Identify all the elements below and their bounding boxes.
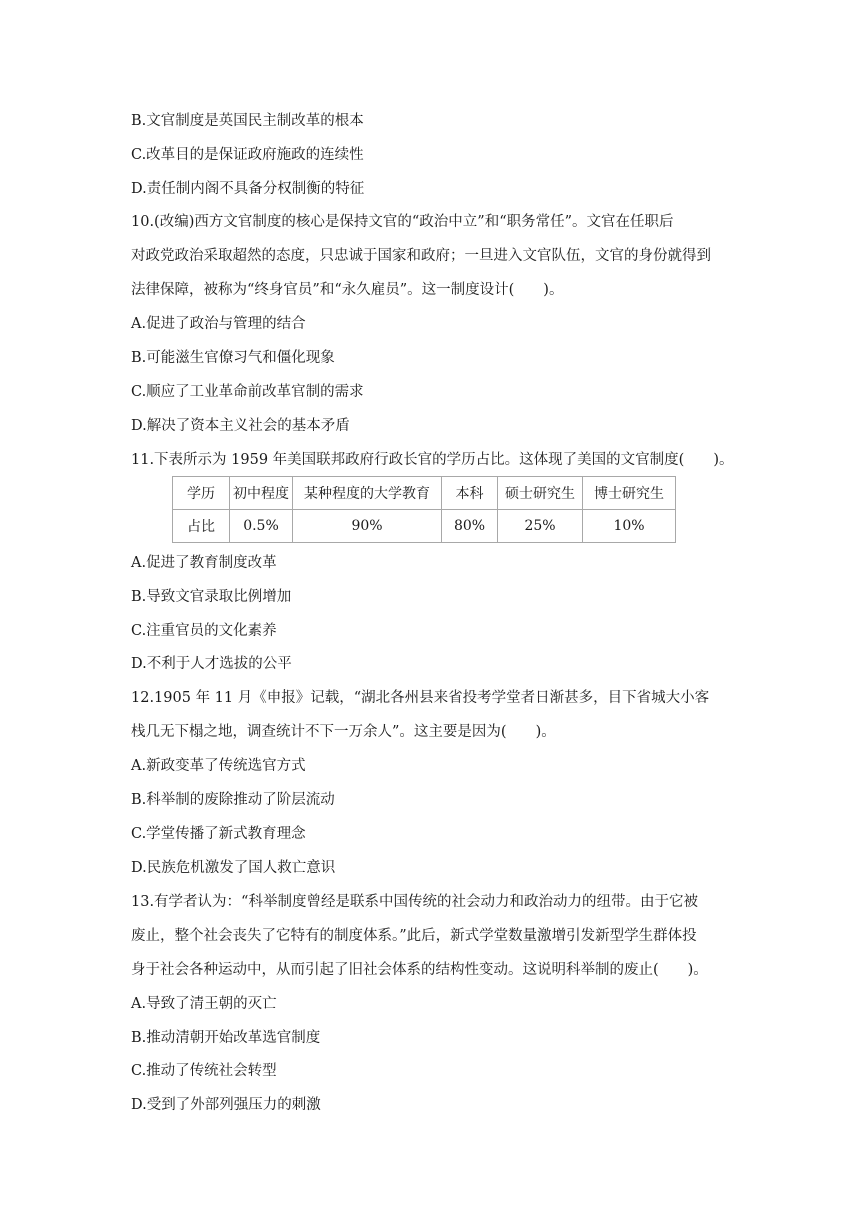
q11-option-a: A.促进了教育制度改革 — [131, 555, 277, 571]
q11-option-c: C.注重官员的文化素养 — [131, 623, 277, 639]
q12-stem-line-2: 栈几无下榻之地，调查统计不下一万余人”。这主要是因为( )。 — [131, 724, 556, 740]
q10-stem-line-1: 10.(改编)西方文官制度的核心是保持文官的“政治中立”和“职务常任”。文官在任职后 — [131, 214, 674, 230]
table-header-cell: 博士研究生 — [583, 477, 676, 510]
table-header-cell: 学历 — [173, 477, 230, 510]
table-cell: 占比 — [173, 510, 230, 543]
table-header-row — [173, 477, 676, 510]
q11-stem: 11.下表所示为 1959 年美国联邦政府行政长官的学历占比。这体现了美国的文官制度( )。 — [131, 452, 734, 468]
table-header-cell: 初中程度 — [230, 477, 293, 510]
q10-stem-line-2: 对政党政治采取超然的态度，只忠诚于国家和政府；一旦进入文官队伍，文官的身份就得到 — [131, 248, 711, 264]
q10-stem-line-3: 法律保障，被称为“终身官员”和“永久雇员”。这一制度设计( )。 — [131, 282, 564, 298]
q10-option-a: A.促进了政治与管理的结合 — [131, 316, 306, 332]
table-cell: 10% — [583, 510, 676, 543]
q12-option-d: D.民族危机激发了国人救亡意识 — [131, 860, 336, 876]
table-header-cell: 硕士研究生 — [498, 477, 583, 510]
q10-option-d: D.解决了资本主义社会的基本矛盾 — [131, 418, 350, 434]
q9-option-c: C.改革目的是保证政府施政的连续性 — [131, 147, 364, 163]
q10-option-b: B.可能滋生官僚习气和僵化现象 — [131, 350, 335, 366]
table-header-cell: 某种程度的大学教育 — [293, 477, 442, 510]
q13-stem-line-1: 13.有学者认为：“科举制度曾经是联系中国传统的社会动力和政治动力的纽带。由于它被 — [131, 894, 698, 910]
q12-stem-line-1: 12.1905 年 11 月《申报》记载，“湖北各州县来省投考学堂者日渐甚多，目下省城大小客 — [131, 690, 710, 706]
table-cell: 90% — [293, 510, 442, 543]
table-row — [173, 510, 676, 543]
q11-option-d: D.不利于人才选拔的公平 — [131, 656, 292, 672]
q11-option-b: B.导致文官录取比例增加 — [131, 589, 292, 605]
q13-option-c: C.推动了传统社会转型 — [131, 1063, 277, 1079]
q13-stem-line-3: 身于社会各种运动中，从而引起了旧社会体系的结构性变动。这说明科举制的废止( )。 — [131, 962, 708, 978]
q12-option-a: A.新政变革了传统选官方式 — [131, 758, 306, 774]
q12-option-c: C.学堂传播了新式教育理念 — [131, 826, 306, 842]
table-cell: 80% — [442, 510, 498, 543]
q13-stem-line-2: 废止，整个社会丧失了它特有的制度体系。”此后，新式学堂数量激增引发新型学生群体投 — [131, 928, 697, 944]
q13-option-a: A.导致了清王朝的灭亡 — [131, 996, 277, 1012]
education-table — [172, 476, 676, 543]
q10-option-c: C.顺应了工业革命前改革官制的需求 — [131, 384, 364, 400]
q9-option-d: D.责任制内阁不具备分权制衡的特征 — [131, 181, 365, 197]
table-header-cell: 本科 — [442, 477, 498, 510]
q13-option-d: D.受到了外部列强压力的刺激 — [131, 1097, 321, 1113]
q12-option-b: B.科举制的废除推动了阶层流动 — [131, 792, 335, 808]
q9-option-b: B.文官制度是英国民主制改革的根本 — [131, 113, 364, 129]
q13-option-b: B.推动清朝开始改革选官制度 — [131, 1030, 321, 1046]
table-cell: 0.5% — [230, 510, 293, 543]
table-cell: 25% — [498, 510, 583, 543]
